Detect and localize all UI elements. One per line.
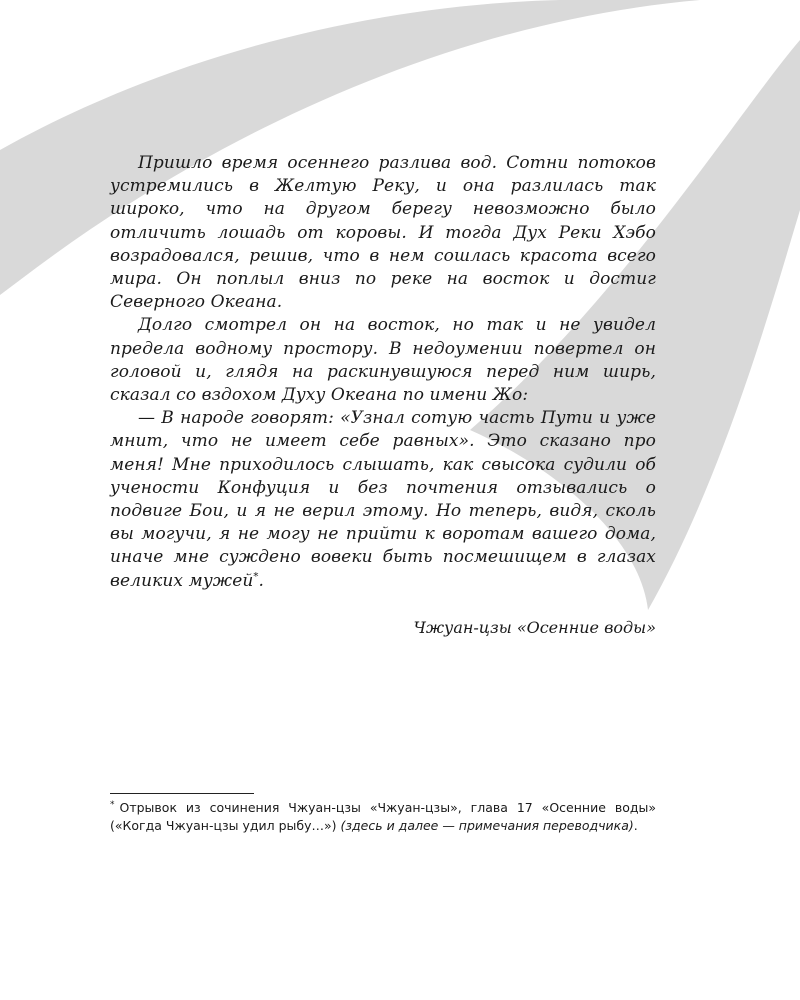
footnote-reference: * (253, 571, 259, 582)
epigraph-attribution: Чжуан-цзы «Осенние воды» (413, 617, 656, 637)
epigraph (110, 152, 656, 593)
footnote-translator-note: (здесь и далее — примечания переводчика) (340, 818, 634, 833)
footnote-mark: * (110, 799, 115, 810)
footnote-end: . (633, 818, 638, 833)
epigraph-paragraph-3 (110, 407, 656, 593)
epigraph-final-period: . (258, 570, 265, 591)
footnote-text: Отрывок из сочинения Чжуан-цзы «Чжуан-цзы», глава 17 «Осенние воды» («Когда Чжуан-цзы удил рыбу…») (110, 800, 656, 833)
page-body (110, 152, 656, 639)
epigraph-paragraph-2: Долго смотрел он на восток, но так и не увидел предела водному простору. В недоумении повертел он головой и, глядя на раскинувшуюся перед ним ширь, сказал со вздохом Духу Океана по имени Жо: (110, 315, 656, 406)
footnote (110, 799, 656, 835)
epigraph-speech-text: — В народе говорят: «Узнал сотую часть Пути и уже мнит, что не имеет себе равных». Это сказано про меня! Мне приходилось слышать, как свысока судили об учености Конфуция и без почтения отзывались о подвиге Бои, и я не верил этому. Но теперь, видя, сколь вы могучи, я не могу не прийти к воротам вашего дома, иначе мне суждено вовеки быть посмешищем в глазах великих мужей (110, 408, 656, 591)
epigraph-paragraph-1: Пришло время осеннего разлива вод. Сотни потоков устремились в Желтую Реку, и она разлилась так широко, что на другом берегу невозможно было отличить лошадь от коровы. И тогда Дух Реки Хэбо возрадовался, решив, что в нем сошлась красота всего мира. Он поплыл вниз по реке на восток и достиг Северного Океана. (110, 153, 656, 313)
footnote-divider (110, 793, 254, 794)
